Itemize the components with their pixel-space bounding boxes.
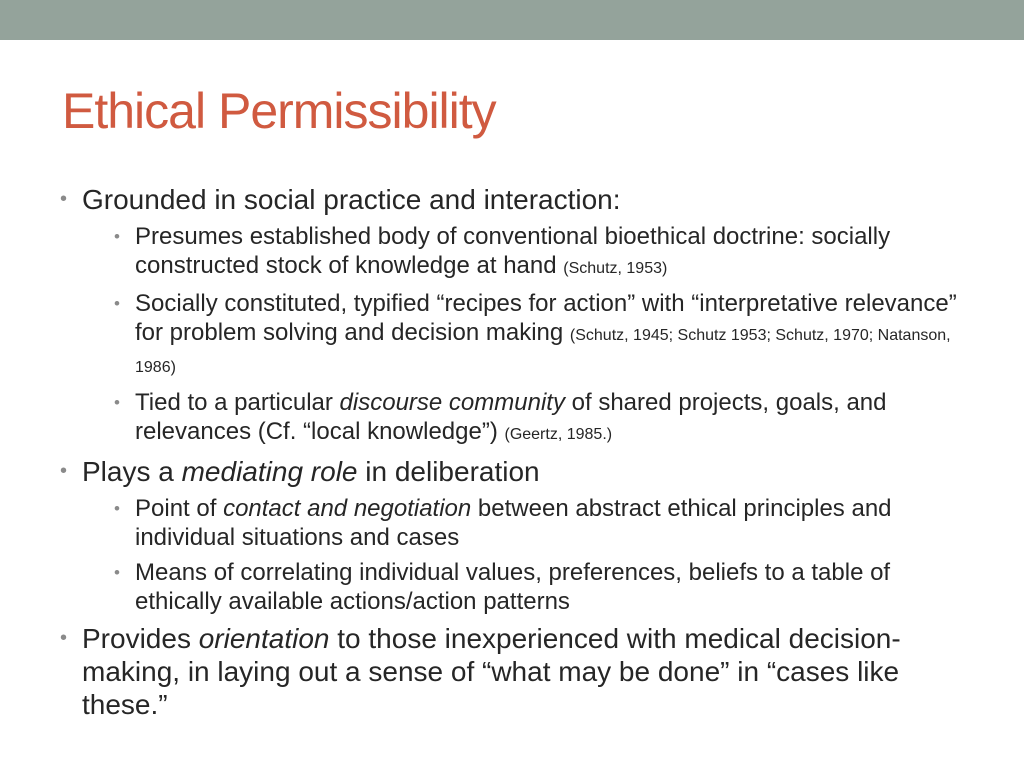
bullet-item-mediating: [60, 455, 980, 616]
sub-bullet-item: [82, 388, 980, 449]
bullet-emphasis: orientation: [198, 623, 330, 654]
bullet-text-pre: Provides: [82, 623, 199, 654]
slide-title: Ethical Permissibility: [62, 83, 496, 139]
sub-bullet-emphasis: discourse community: [339, 389, 565, 416]
bullet-item-orientation: [60, 622, 980, 721]
sub-bullet-list: [82, 222, 980, 449]
bullet-icon: •: [60, 627, 68, 649]
sub-bullet-text: Means of correlating individual values, preferences, beliefs to a table of ethically available actions/action patterns: [135, 559, 891, 615]
citation: (Schutz, 1945; Schutz 1953; Schutz, 1970; Natanson, 1986): [135, 327, 951, 376]
bullet-item-grounded: [60, 183, 980, 449]
citation: (Geertz, 1985.): [504, 426, 613, 443]
bullet-icon: •: [60, 188, 68, 210]
bullet-text: Grounded in social practice and interaction:: [82, 184, 621, 215]
slide-body: [60, 183, 980, 725]
sub-bullet-icon: •: [114, 227, 120, 246]
bullet-list: [60, 183, 980, 721]
sub-bullet-text: Presumes established body of conventional bioethical doctrine: socially constructed stock of knowledge at hand: [135, 223, 891, 279]
top-accent-bar: [0, 0, 1024, 40]
bullet-text-pre: Plays a: [82, 456, 182, 487]
citation: (Schutz, 1953): [563, 260, 668, 277]
sub-bullet-icon: •: [114, 563, 120, 582]
sub-bullet-text: Socially constituted, typified “recipes for action” with “interpretative relevance” for problem solving and decision making: [135, 290, 957, 346]
sub-bullet-text-post: of shared projects, goals, and relevances (Cf. “local knowledge”): [135, 389, 887, 445]
sub-bullet-item: [82, 222, 980, 283]
bullet-text-post: to those inexperienced with medical decision-making, in laying out a sense of “what may be done” in “cases like these.”: [82, 623, 901, 720]
sub-bullet-text-post: between abstract ethical principles and individual situations and cases: [135, 495, 892, 551]
sub-bullet-list: [82, 494, 980, 616]
sub-bullet-icon: •: [114, 499, 120, 518]
sub-bullet-item: [82, 558, 980, 616]
bullet-emphasis: mediating role: [181, 456, 358, 487]
sub-bullet-emphasis: contact and negotiation: [223, 495, 472, 522]
bullet-icon: •: [60, 460, 68, 482]
bullet-text-post: in deliberation: [357, 456, 540, 487]
sub-bullet-icon: •: [114, 294, 120, 313]
sub-bullet-text-pre: Tied to a particular: [135, 389, 340, 416]
sub-bullet-item: [82, 494, 980, 552]
sub-bullet-text-pre: Point of: [135, 495, 224, 522]
sub-bullet-icon: •: [114, 393, 120, 412]
sub-bullet-item: [82, 289, 980, 382]
